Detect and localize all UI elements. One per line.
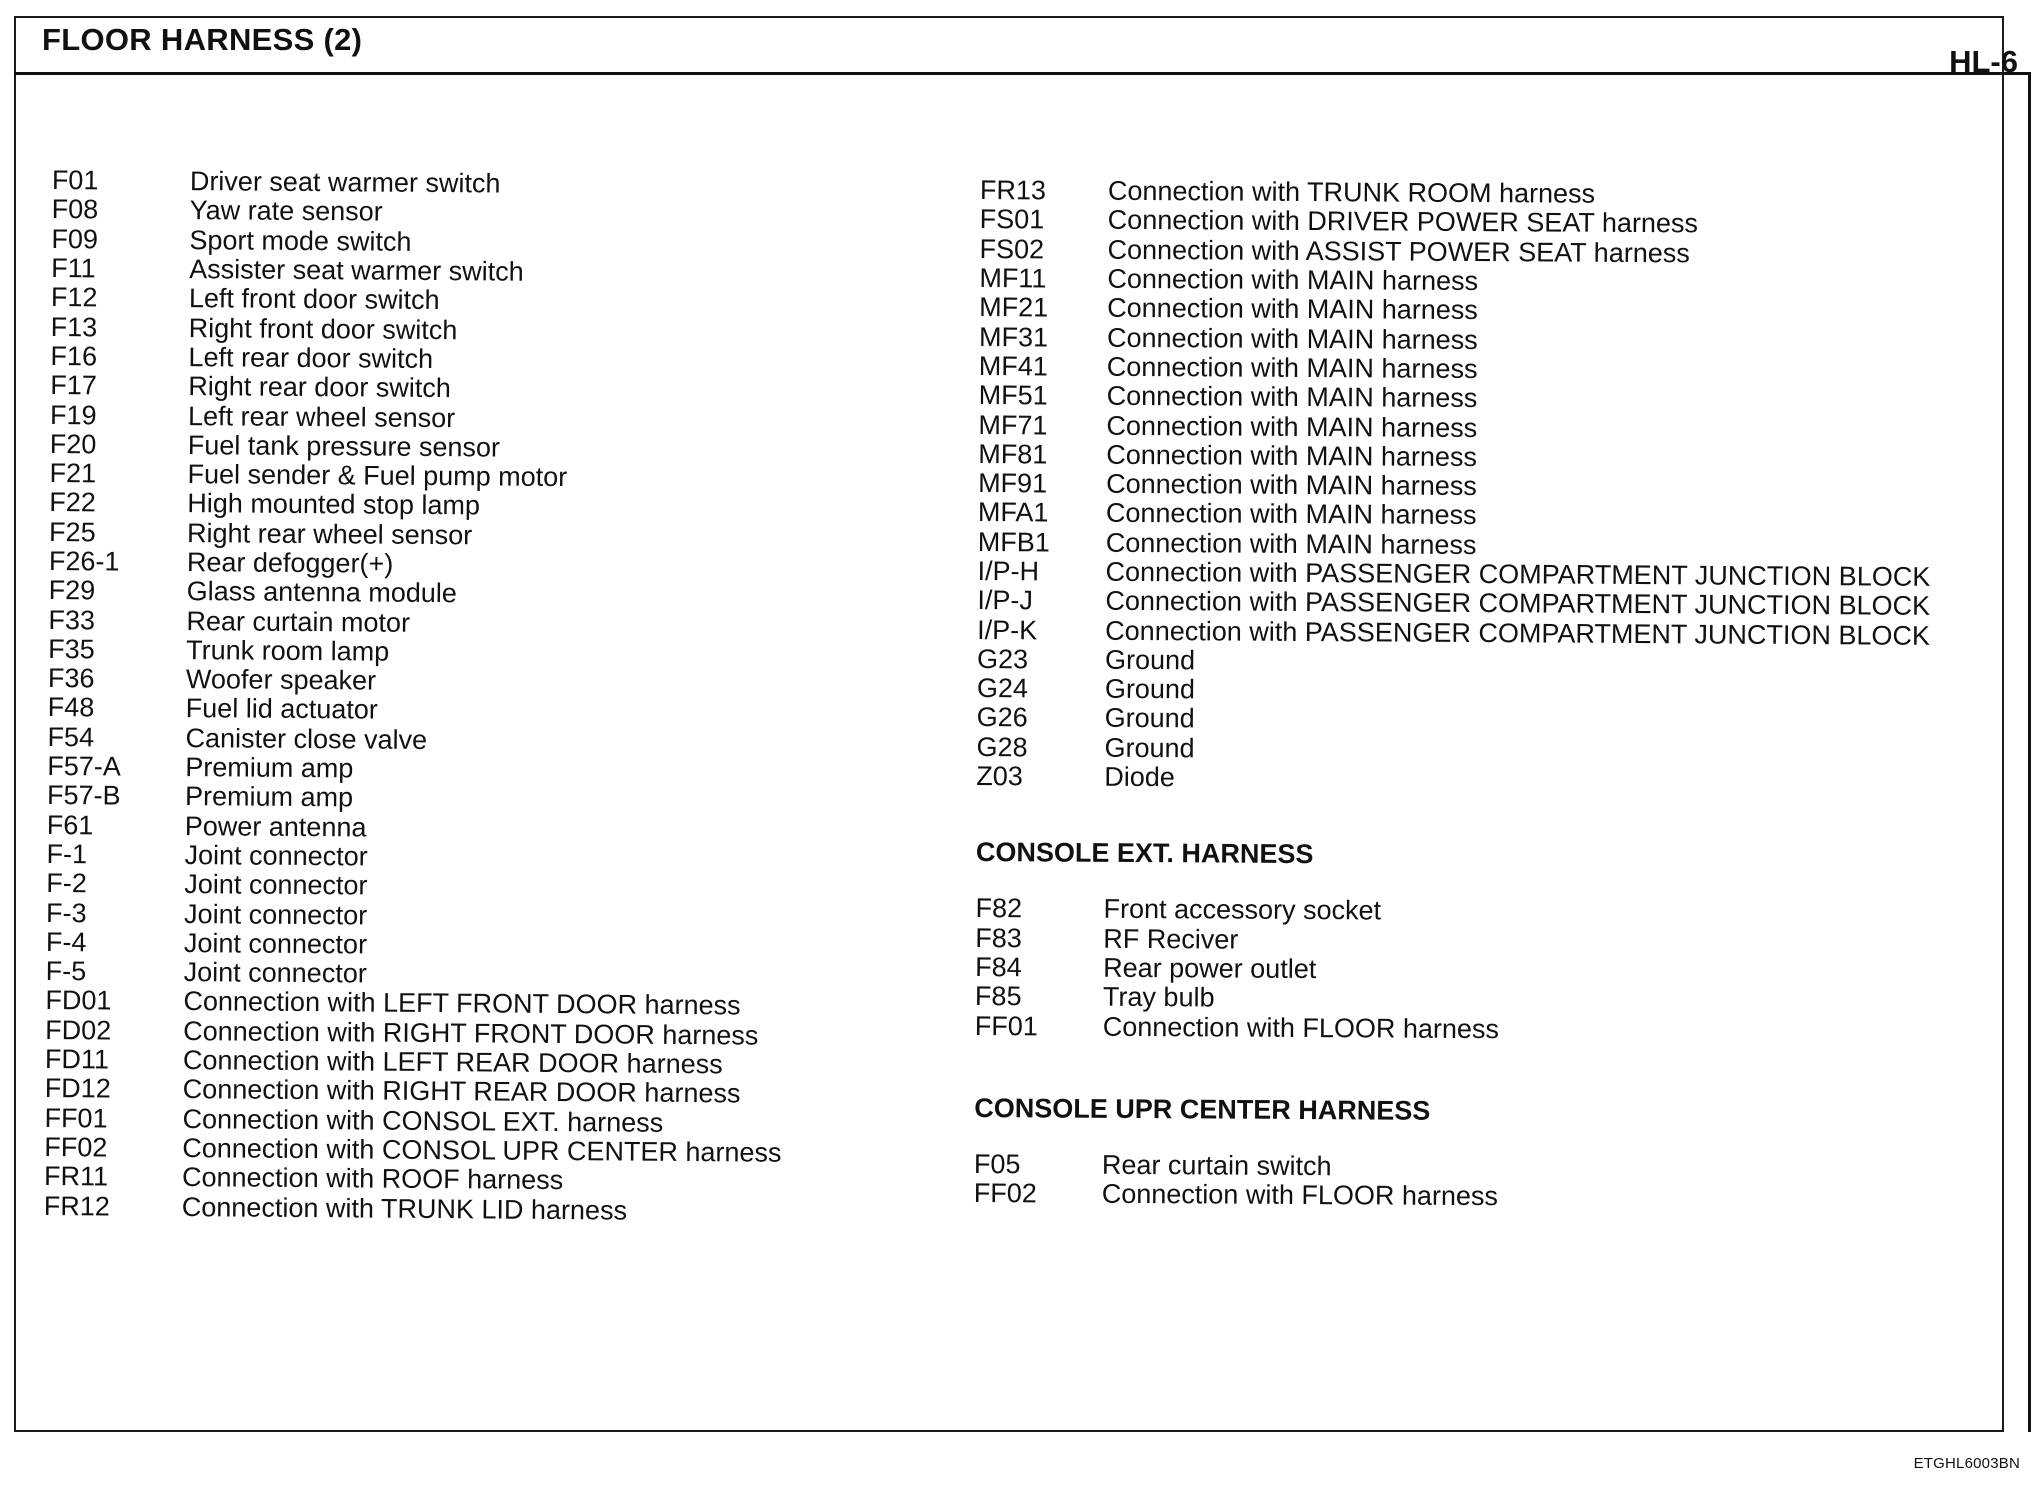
connector-code: F17 xyxy=(50,370,97,401)
connector-code: F-4 xyxy=(45,926,87,958)
connector-code: F61 xyxy=(46,809,94,841)
frame-right-edge xyxy=(2028,72,2031,1432)
connector-code: F01 xyxy=(51,165,99,196)
connector-description: Joint connector xyxy=(183,957,367,989)
connector-code: F-5 xyxy=(45,956,87,987)
connector-description: Connection with CONSOL UPR CENTER harness xyxy=(182,1132,782,1168)
connector-description: Connection with TRUNK LID harness xyxy=(181,1191,628,1226)
connector-code: I/P-H xyxy=(977,555,1040,587)
connector-description: Sport mode switch xyxy=(189,224,412,257)
connector-description: Joint connector xyxy=(184,840,368,872)
connector-code: F25 xyxy=(49,516,96,548)
connector-description: Connection with MAIN harness xyxy=(1107,293,1478,326)
connector-code: MF11 xyxy=(979,263,1047,294)
footer-code: ETGHL6003BN xyxy=(1913,1455,2020,1472)
connector-code: G28 xyxy=(976,731,1028,763)
page-title: FLOOR HARNESS (2) xyxy=(42,22,363,57)
connector-description: Fuel lid actuator xyxy=(185,693,378,726)
connector-description: Yaw rate sensor xyxy=(189,195,383,228)
right-column xyxy=(974,176,1933,1214)
connector-description: Right rear wheel sensor xyxy=(187,517,473,551)
connector-code: MF41 xyxy=(978,350,1048,382)
connector-description: Connection with LEFT REAR DOOR harness xyxy=(182,1045,723,1080)
connector-code: I/P-J xyxy=(977,585,1034,616)
connector-code: F36 xyxy=(47,663,95,694)
connector-description: Joint connector xyxy=(184,898,368,931)
connector-description: Left front door switch xyxy=(188,283,440,316)
connector-code: MF31 xyxy=(978,321,1049,353)
connector-code: F33 xyxy=(48,604,96,635)
connector-code: F-2 xyxy=(46,868,87,899)
connector-description: Glass antenna module xyxy=(186,576,457,609)
page-code: HL-6 xyxy=(1949,44,2018,79)
connector-code: I/P-K xyxy=(977,614,1038,645)
connector-description: Connection with CONSOL EXT. harness xyxy=(182,1103,664,1138)
connector-description: Connection with FLOOR harness xyxy=(1101,1178,1499,1212)
connector-entry xyxy=(44,1191,781,1226)
connector-description: Connection with RIGHT REAR DOOR harness xyxy=(182,1074,741,1109)
connector-code: F11 xyxy=(51,253,96,284)
connector-code: F54 xyxy=(47,721,95,753)
connector-description: Connection with MAIN harness xyxy=(1105,498,1477,531)
connector-description: Connection with MAIN harness xyxy=(1106,439,1478,472)
connector-code: F19 xyxy=(49,399,97,430)
connector-description: Left rear wheel sensor xyxy=(187,400,456,433)
connector-code: Z03 xyxy=(976,761,1023,792)
connector-code: F-3 xyxy=(46,897,87,928)
connector-description: Connection with RIGHT FRONT DOOR harness xyxy=(183,1015,759,1051)
connector-code: MF81 xyxy=(978,438,1048,470)
connector-code: FD11 xyxy=(44,1044,110,1075)
connector-description: Connection with PASSENGER COMPARTMENT JUNCTION BLOCK xyxy=(1105,556,1931,592)
connector-description: Diode xyxy=(1104,761,1175,793)
connector-code: FD02 xyxy=(45,1014,112,1046)
connector-code: G23 xyxy=(976,643,1029,675)
header-rule xyxy=(14,72,2030,75)
connector-description: Tray bulb xyxy=(1102,982,1215,1013)
connector-code: FF01 xyxy=(974,1010,1038,1041)
connector-code: F48 xyxy=(47,692,95,723)
connector-description: Ground xyxy=(1104,703,1195,734)
connector-code: F12 xyxy=(50,282,98,313)
connector-description: Fuel tank pressure sensor xyxy=(187,429,501,463)
connector-code: F16 xyxy=(50,340,98,372)
console-upr-heading: CONSOLE UPR CENTER HARNESS xyxy=(974,1092,1431,1126)
connector-description: Canister close valve xyxy=(185,722,428,755)
connector-code: F85 xyxy=(974,981,1022,1012)
connector-description: Assister seat warmer switch xyxy=(189,254,524,287)
connector-description: Premium amp xyxy=(184,781,354,813)
connector-description: Power antenna xyxy=(184,810,367,843)
connector-description: Right front door switch xyxy=(188,312,458,345)
console-upr-list xyxy=(974,1150,1927,1214)
connector-description: Driver seat warmer switch xyxy=(189,166,501,199)
connector-code: F26-1 xyxy=(48,545,120,577)
connector-code: MF91 xyxy=(978,468,1048,499)
connector-code: F21 xyxy=(49,458,97,489)
connector-description: Fuel sender & Fuel pump motor xyxy=(187,459,568,493)
connector-code: F22 xyxy=(49,487,97,518)
connector-entry xyxy=(976,762,1929,797)
connector-code: F57-A xyxy=(47,751,121,782)
connector-code: F29 xyxy=(48,575,96,606)
connector-code: FS02 xyxy=(979,233,1045,265)
connector-code: F82 xyxy=(975,893,1023,924)
connector-code: MF51 xyxy=(978,380,1048,411)
connector-description: Connection with MAIN harness xyxy=(1106,351,1478,384)
connector-entry xyxy=(975,1011,1928,1046)
connector-description: Connection with PASSENGER COMPARTMENT JUNCTION BLOCK xyxy=(1105,586,1931,622)
connector-description: Connection with MAIN harness xyxy=(1106,468,1477,502)
connector-description: Connection with ASSIST POWER SEAT harness xyxy=(1107,234,1690,269)
connector-description: Connection with MAIN harness xyxy=(1105,527,1477,560)
connector-code: MF71 xyxy=(978,409,1048,440)
connector-code: F35 xyxy=(48,633,95,665)
connector-description: Ground xyxy=(1104,732,1195,764)
connector-description: Rear defogger(+) xyxy=(186,547,394,579)
connector-code: FS01 xyxy=(979,204,1045,235)
connector-code: F57-B xyxy=(46,780,121,811)
connector-description: Connection with LEFT FRONT DOOR harness xyxy=(183,986,741,1021)
connector-code: FD01 xyxy=(45,985,112,1016)
connector-code: FR12 xyxy=(43,1190,110,1222)
connector-description: Connection with DRIVER POWER SEAT harness xyxy=(1107,205,1699,239)
connector-description: Joint connector xyxy=(184,869,368,901)
connector-description: Connection with TRUNK ROOM harness xyxy=(1107,175,1596,209)
connector-code: MFA1 xyxy=(977,497,1049,528)
left-connector-list xyxy=(44,166,789,1226)
connector-description: Trunk room lamp xyxy=(186,634,390,667)
connector-code: F09 xyxy=(51,223,99,255)
connector-code: FD12 xyxy=(44,1073,111,1104)
connector-entry xyxy=(974,1179,1927,1214)
connector-description: Connection with MAIN harness xyxy=(1107,263,1479,297)
connector-code: FF02 xyxy=(973,1178,1037,1209)
connector-description: Rear curtain motor xyxy=(186,605,411,638)
connector-code: FR11 xyxy=(43,1161,109,1192)
connector-code: F-1 xyxy=(46,838,88,870)
connector-code: F13 xyxy=(50,311,98,342)
console-ext-list xyxy=(975,894,1929,1046)
connector-description: Connection with ROOF harness xyxy=(181,1162,564,1196)
connector-description: Ground xyxy=(1104,644,1196,676)
connector-description: Rear power outlet xyxy=(1103,952,1317,985)
connector-code: F05 xyxy=(973,1148,1021,1180)
connector-description: Connection with MAIN harness xyxy=(1106,380,1478,414)
connector-description: Ground xyxy=(1104,673,1196,705)
connector-description: Connection with PASSENGER COMPARTMENT JUNCTION BLOCK xyxy=(1105,615,1931,651)
connector-description: Joint connector xyxy=(183,927,368,960)
connector-code: F84 xyxy=(975,951,1022,983)
console-ext-heading: CONSOLE EXT. HARNESS xyxy=(975,837,1314,870)
connector-code: FR13 xyxy=(979,175,1047,206)
connector-code: MFB1 xyxy=(977,526,1050,558)
connector-code: F08 xyxy=(51,194,99,225)
connector-code: G24 xyxy=(976,673,1029,704)
connector-description: Woofer speaker xyxy=(185,664,377,696)
connector-description: Premium amp xyxy=(185,752,354,784)
connector-description: Connection with FLOOR harness xyxy=(1102,1011,1500,1044)
connector-description: Connection with MAIN harness xyxy=(1106,410,1478,443)
connector-code: F20 xyxy=(49,428,97,460)
connector-code: FF02 xyxy=(44,1131,108,1163)
connector-description: Front accessory socket xyxy=(1103,894,1382,926)
connector-code: MF21 xyxy=(979,292,1049,323)
connector-code: FF01 xyxy=(44,1102,108,1134)
connector-code: F83 xyxy=(975,922,1022,953)
connector-description: Rear curtain switch xyxy=(1101,1149,1332,1182)
connector-description: High mounted stop lamp xyxy=(187,488,481,521)
connector-description: Right rear door switch xyxy=(188,371,451,404)
right-connector-list xyxy=(976,176,1932,797)
connector-description: Connection with MAIN harness xyxy=(1106,322,1478,355)
connector-code: G26 xyxy=(976,702,1028,733)
connector-description: Left rear door switch xyxy=(188,342,434,374)
connector-description: RF Reciver xyxy=(1103,923,1239,955)
